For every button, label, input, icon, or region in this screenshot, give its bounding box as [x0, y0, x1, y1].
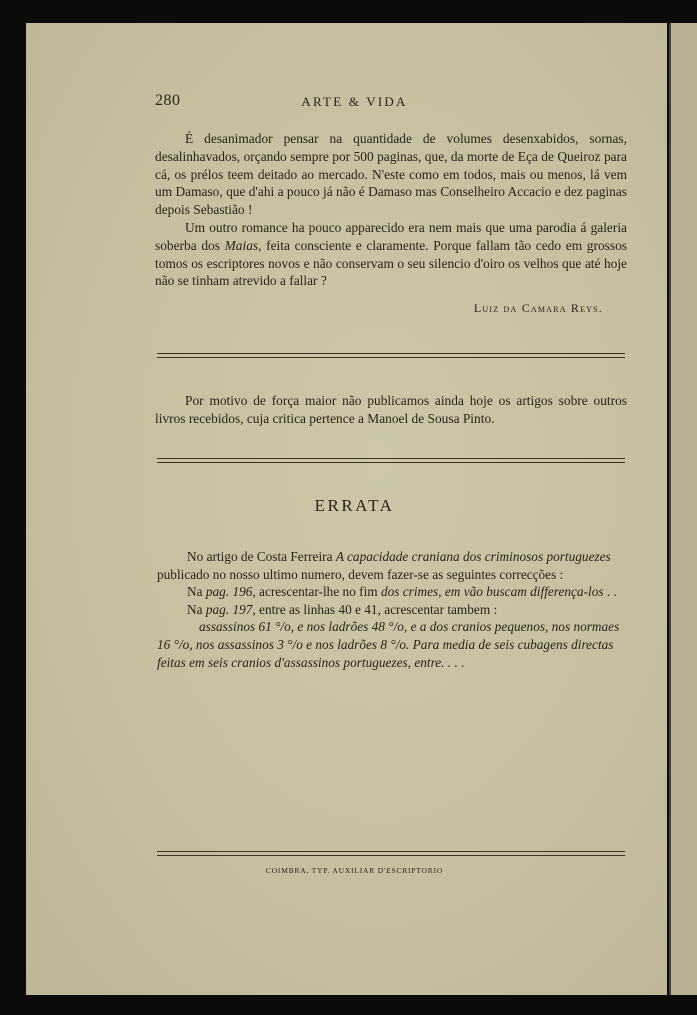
article-signature: Luiz da Camara Reys. — [473, 301, 603, 315]
errata-line-6 — [157, 636, 627, 654]
errata-line-3 — [157, 583, 627, 601]
article-paragraph-2 — [155, 219, 627, 290]
errata-line-4-a: Na — [187, 601, 206, 617]
errata-line-3-italic: dos crimes, em vão buscam differença-los — [380, 584, 604, 600]
section-divider-1 — [157, 353, 625, 358]
article-body — [155, 130, 627, 290]
errata-line-3-b: , acrescentar-lhe no fim — [252, 584, 381, 600]
footer-divider — [157, 851, 625, 856]
page-number: 280 — [155, 92, 181, 109]
errata-line-7-text: feitas em seis cranios d'assassinos portuguezes, entre. . . . — [157, 654, 465, 670]
errata-line-2: publicado no nosso ultimo numero, devem fazer-se as seguintes correcções : — [157, 566, 564, 582]
errata-line-6-text: 16 °/o, nos assassinos 3 °/o e nos ladrões 8 °/o. Para media de seis cubagens directas — [157, 636, 614, 652]
errata-line-4-b: , entre as linhas 40 e 41, acrescentar tambem : — [252, 601, 498, 617]
errata-heading: ERRATA — [314, 496, 395, 515]
errata-line-5 — [157, 618, 627, 636]
errata-line-3-end: . . — [603, 584, 617, 600]
section-divider-2 — [157, 458, 625, 463]
errata-line-7 — [157, 654, 627, 672]
errata-line-1-text: No artigo de Costa Ferreira — [187, 549, 336, 564]
errata-page-196: pag. 196 — [205, 584, 253, 600]
printer-imprint: COIMBRA, TYP. AUXILIAR D'ESCRIPTORIO — [265, 866, 444, 875]
errata-line-1 — [157, 548, 627, 566]
errata-line-4 — [157, 601, 627, 619]
errata-article-title: A capacidade craniana dos criminosos portuguezes — [335, 549, 611, 564]
errata-body — [157, 548, 627, 671]
notice-block — [155, 392, 627, 428]
article-paragraph-1: É desanimador pensar na quantidade de volumes desenxabidos, sornas, desalinhavados, orçando sempre por 500 paginas, que, da morte de Eça de Queiroz para cá, os prélos teem deitado ao mercado. N'este como em todos, mais ou menos, lá vem um Damaso, que d'ahi a pouco já não é Damaso mas Conselheiro Accacio e dez paginas depois Sebastião ! — [155, 131, 627, 218]
errata-line-5-text: assassinos 61 °/o, e nos ladrões 48 °/o, e a dos cranios pequenos, nos normaes — [199, 619, 620, 635]
paragraph-2-text-a: Um outro romance ha pouco apparecido era nem mais que uma parodia á galeria soberba dos — [155, 219, 627, 253]
notice-paragraph: Por motivo de força maior não publicamos ainda hoje os artigos sobre outros livros recebidos, cuja critica pertence a Manoel de Sousa Pinto. — [155, 393, 627, 426]
errata-line-3-a: Na — [187, 584, 206, 600]
paragraph-2-text-b: , feita consciente e claramente. Porque fallam tão cedo em grossos tomos os escriptores novos e não conservam o seu silencio d'oiro os velhos que até hoje não se tinham atrevido a fallar ? — [155, 237, 627, 289]
running-title: ARTE & VIDA — [301, 94, 408, 109]
book-title-maias: Maias — [224, 237, 259, 253]
errata-page-197: pag. 197 — [205, 601, 253, 617]
